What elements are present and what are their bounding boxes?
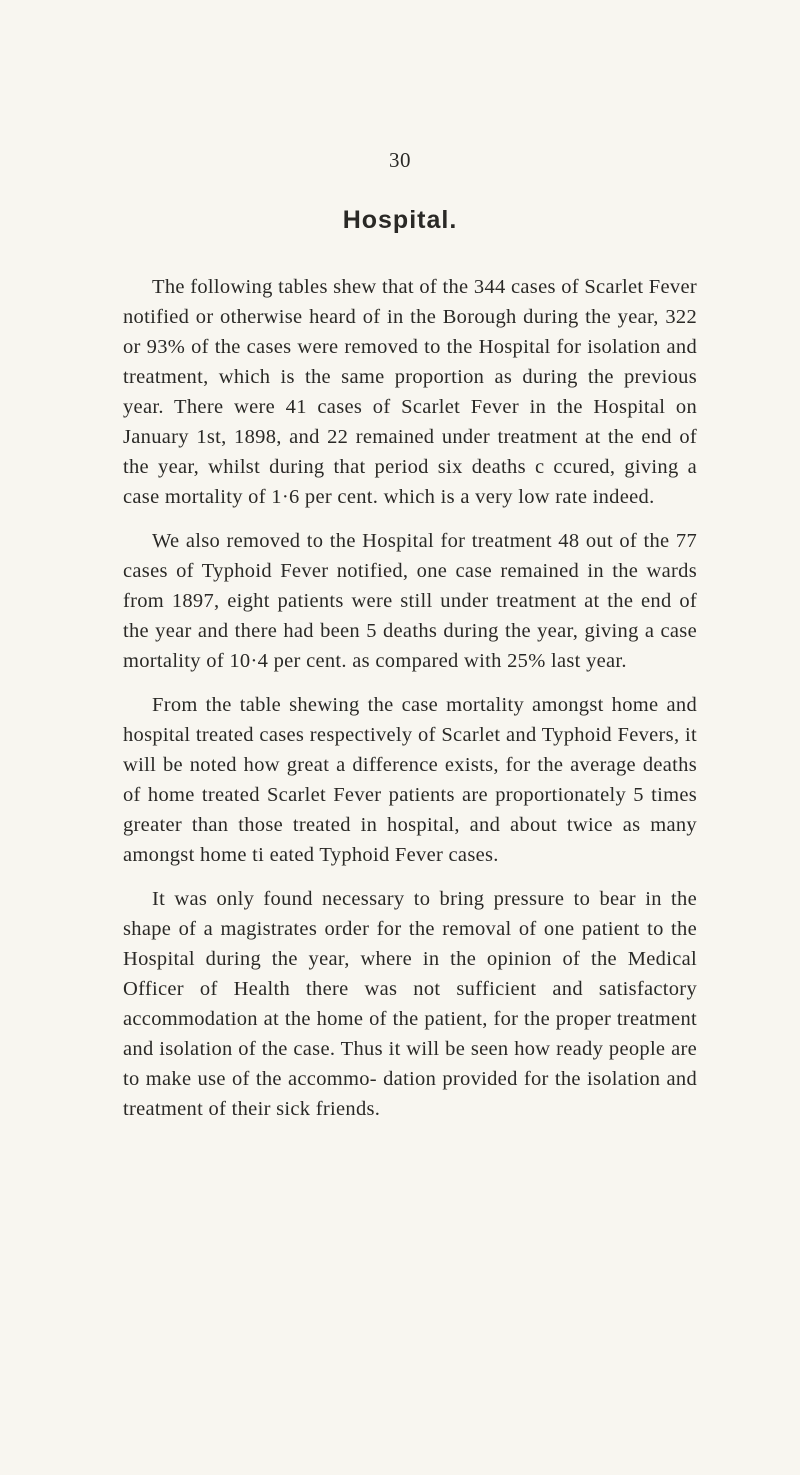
page-title: Hospital. <box>342 206 458 234</box>
page-number: 30 <box>389 148 411 172</box>
body-text <box>123 272 697 1138</box>
paragraph-case-mortality: From the table shewing the case mortality amongst home and hospital treated cases respectively of Scarlet and Typhoid Fevers, it will be noted how great a difference exists, for the average deaths of home treated Scarlet Fever patients are proportionately 5 times greater than those treated in hospital, and about twice as many amongst home ti eated Typhoid Fever cases. <box>123 694 697 866</box>
paragraph-scarlet-fever: The following tables shew that of the 344 cases of Scarlet Fever notified or otherwise heard of in the Borough during the year, 322 or 93% of the cases were removed to the Hospital for isolation and treatment, which is the same proportion as during the previous year. There were 41 cases of Scarlet Fever in the Hospital on January 1st, 1898, and 22 remained under treatment at the end of the year, whilst during that period six deaths c ccured, giving a case mortality of 1·6 per cent. which is a very low rate indeed. <box>123 276 697 508</box>
paragraph-typhoid-fever: We also removed to the Hospital for treatment 48 out of the 77 cases of Typhoid Fever notified, one case remained in the wards from 1897, eight patients were still under treatment at the end of the year and there had been 5 deaths during the year, giving a case mortality of 10·4 per cent. as compared with 25% last year. <box>123 530 697 672</box>
paragraph-magistrates-order: It was only found necessary to bring pressure to bear in the shape of a magistrates order for the removal of one patient to the Hospital during the year, where in the opinion of the Medical Officer of Health there was not sufficient and satisfactory accommodation at the home of the patient, for the proper treatment and isolation of the case. Thus it will be seen how ready people are to make use of the accommo- dation provided for the isolation and treatment of their sick friends. <box>123 888 697 1120</box>
